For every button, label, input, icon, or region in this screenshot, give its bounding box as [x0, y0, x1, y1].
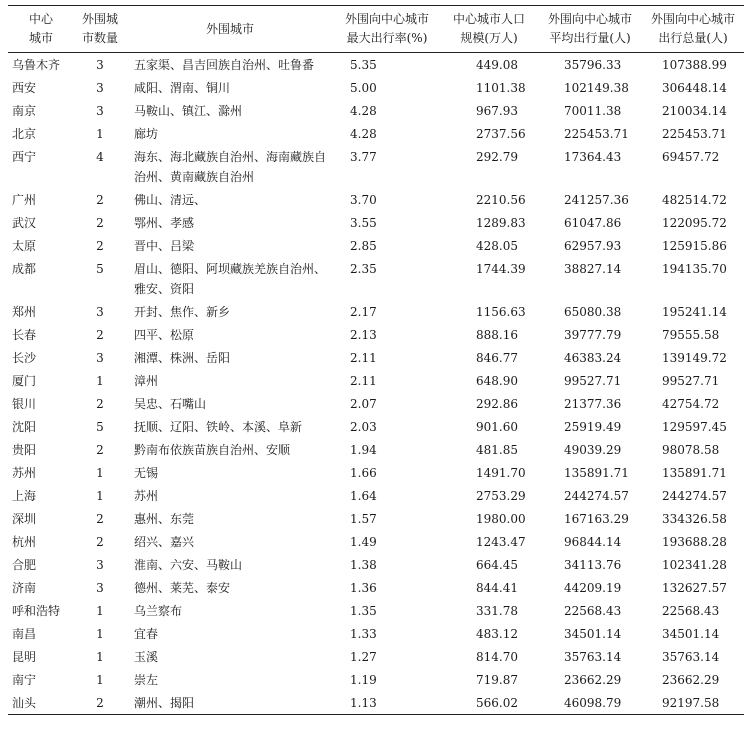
outer-count-cell: 1	[96, 650, 104, 664]
max-rate-cell: 2.03	[350, 420, 377, 434]
table-row	[8, 257, 744, 300]
outer-cities-cell: 乌兰察布	[134, 604, 183, 618]
center-city-cell: 西安	[12, 81, 37, 95]
max-rate-cell: 2.07	[350, 397, 377, 411]
avg-trips-cell: 99527.71	[564, 374, 622, 388]
max-rate-cell: 1.38	[350, 558, 377, 572]
avg-trips-cell: 65080.38	[564, 305, 622, 319]
outer-cities-cell: 咸阳、渭南、铜川	[134, 81, 231, 95]
total-trips-cell: 132627.57	[662, 581, 727, 595]
max-rate-cell: 1.64	[350, 489, 377, 503]
table-row	[8, 392, 744, 415]
header-max-rate-line: 外围向中心城市	[344, 12, 429, 26]
outer-count-cell: 2	[96, 328, 104, 342]
total-trips-cell: 482514.72	[662, 193, 727, 207]
outer-count-cell: 1	[96, 374, 104, 388]
total-trips-cell: 102341.28	[662, 558, 727, 572]
avg-trips-cell: 35796.33	[564, 58, 622, 72]
population-cell: 292.79	[476, 150, 518, 164]
outer-cities-cell: 五家渠、昌吉回族自治州、吐鲁番	[134, 58, 315, 72]
outer-cities-cell: 惠州、东莞	[134, 512, 195, 526]
outer-count-cell: 1	[96, 604, 104, 618]
center-city-cell: 南宁	[12, 673, 37, 687]
population-cell: 292.86	[476, 397, 518, 411]
total-trips-cell: 139149.72	[662, 351, 727, 365]
avg-trips-cell: 61047.86	[564, 216, 622, 230]
outer-cities-cell: 黔南布依族苗族自治州、安顺	[134, 443, 291, 457]
avg-trips-cell: 39777.79	[564, 328, 622, 342]
population-cell: 719.87	[476, 673, 518, 687]
outer-cities-cell: 四平、松原	[134, 328, 195, 342]
header-avg-trips-line: 平均出行量(人)	[549, 31, 631, 45]
total-trips-cell: 69457.72	[662, 150, 720, 164]
header-center-city	[8, 6, 74, 53]
avg-trips-cell: 49039.29	[564, 443, 622, 457]
table-row	[8, 461, 744, 484]
population-cell: 967.93	[476, 104, 518, 118]
outer-count-cell: 2	[96, 193, 104, 207]
avg-trips-cell: 35763.14	[564, 650, 622, 664]
avg-trips-cell: 23662.29	[564, 673, 622, 687]
commute-table	[8, 5, 744, 715]
total-trips-cell: 34501.14	[662, 627, 720, 641]
outer-cities-cell: 吴忠、石嘴山	[134, 397, 207, 411]
outer-count-cell: 3	[96, 104, 104, 118]
max-rate-cell: 2.85	[350, 239, 377, 253]
table-row	[8, 553, 744, 576]
total-trips-cell: 92197.58	[642, 691, 744, 715]
total-trips-cell: 194135.70	[662, 262, 727, 276]
center-city-cell: 杭州	[12, 535, 37, 549]
center-city-cell: 北京	[12, 127, 37, 141]
header-population-line: 中心城市人口	[452, 12, 525, 26]
population-cell: 428.05	[476, 239, 518, 253]
outer-cities-cell: 鄂州、孝感	[134, 216, 195, 230]
table-row	[8, 622, 744, 645]
max-rate-cell: 4.28	[350, 127, 377, 141]
max-rate-cell: 1.33	[350, 627, 377, 641]
table-row	[8, 668, 744, 691]
total-trips-cell: 79555.58	[662, 328, 720, 342]
center-city-cell: 南京	[12, 104, 37, 118]
table-row	[8, 438, 744, 461]
total-trips-cell: 107388.99	[662, 58, 727, 72]
avg-trips-cell: 25919.49	[564, 420, 622, 434]
max-rate-cell: 1.57	[350, 512, 377, 526]
table-header	[8, 6, 744, 53]
table-row	[8, 576, 744, 599]
outer-count-cell: 5	[96, 420, 104, 434]
avg-trips-cell: 34501.14	[564, 627, 622, 641]
avg-trips-cell: 244274.57	[564, 489, 629, 503]
max-rate-cell: 2.11	[350, 351, 377, 365]
max-rate-cell: 1.35	[350, 604, 377, 618]
table-row	[8, 76, 744, 99]
outer-cities-cell: 潮州、揭阳	[126, 691, 334, 715]
table-row	[8, 346, 744, 369]
outer-count-cell: 4	[96, 150, 104, 164]
table-row	[8, 145, 744, 188]
header-max-rate-line: 最大出行率(%)	[346, 31, 428, 45]
outer-cities-cell: 马鞍山、镇江、滁州	[134, 104, 243, 118]
center-city-cell: 长春	[12, 328, 37, 342]
population-cell: 1243.47	[476, 535, 526, 549]
total-trips-cell: 210034.14	[662, 104, 727, 118]
center-city-cell: 贵阳	[12, 443, 37, 457]
max-rate-cell: 1.19	[350, 673, 377, 687]
center-city-cell: 郑州	[12, 305, 37, 319]
table-body	[8, 53, 744, 715]
outer-count-cell: 1	[96, 127, 104, 141]
max-rate-cell: 1.94	[350, 443, 377, 457]
center-city-cell: 汕头	[8, 691, 74, 715]
header-total-trips	[642, 6, 744, 53]
table-row	[8, 53, 744, 77]
avg-trips-cell: 44209.19	[564, 581, 622, 595]
center-city-cell: 乌鲁木齐	[12, 58, 61, 72]
avg-trips-cell: 34113.76	[564, 558, 622, 572]
outer-cities-cell: 无锡	[134, 466, 159, 480]
total-trips-cell: 195241.14	[662, 305, 727, 319]
center-city-cell: 苏州	[12, 466, 37, 480]
header-outer-cities-line: 外围城市	[205, 21, 254, 36]
center-city-cell: 合肥	[12, 558, 37, 572]
center-city-cell: 太原	[12, 239, 37, 253]
max-rate-cell: 1.66	[350, 466, 377, 480]
outer-count-cell: 3	[96, 558, 104, 572]
header-outer-cities	[126, 6, 334, 53]
outer-cities-cell: 玉溪	[134, 650, 159, 664]
population-cell: 846.77	[476, 351, 518, 365]
avg-trips-cell: 46098.79	[538, 691, 642, 715]
population-cell: 566.02	[440, 691, 538, 715]
table-row	[8, 599, 744, 622]
population-cell: 1491.70	[476, 466, 526, 480]
table-row	[8, 645, 744, 668]
outer-cities-cell: 晋中、吕梁	[134, 239, 195, 253]
outer-cities-cell: 佛山、清远、	[134, 193, 207, 207]
header-outer-count	[74, 6, 126, 53]
total-trips-cell: 35763.14	[662, 650, 720, 664]
outer-count-cell: 2	[74, 691, 126, 715]
outer-count-cell: 3	[96, 81, 104, 95]
outer-cities-cell: 抚顺、辽阳、铁岭、本溪、阜新	[134, 420, 303, 434]
outer-count-cell: 1	[96, 673, 104, 687]
center-city-cell: 沈阳	[12, 420, 37, 434]
avg-trips-cell: 241257.36	[564, 193, 629, 207]
outer-cities-cell: 漳州	[134, 374, 159, 388]
max-rate-cell: 1.27	[350, 650, 377, 664]
max-rate-cell: 1.13	[334, 691, 440, 715]
population-cell: 449.08	[476, 58, 518, 72]
outer-cities-cell: 海东、海北藏族自治州、海南藏族自治州、黄南藏族自治州	[134, 150, 327, 184]
outer-cities-cell: 德州、莱芜、泰安	[134, 581, 231, 595]
avg-trips-cell: 96844.14	[564, 535, 622, 549]
max-rate-cell: 3.70	[350, 193, 377, 207]
center-city-cell: 成都	[12, 262, 37, 276]
outer-cities-cell: 淮南、六安、马鞍山	[134, 558, 243, 572]
outer-count-cell: 1	[96, 466, 104, 480]
header-total-trips-line: 外围向中心城市	[650, 12, 735, 26]
header-max-rate	[334, 6, 440, 53]
avg-trips-cell: 17364.43	[564, 150, 622, 164]
max-rate-cell: 1.49	[350, 535, 377, 549]
max-rate-cell: 3.55	[350, 216, 377, 230]
table-row	[8, 99, 744, 122]
population-cell: 888.16	[476, 328, 518, 342]
outer-count-cell: 2	[96, 239, 104, 253]
center-city-cell: 厦门	[12, 374, 37, 388]
center-city-cell: 深圳	[12, 512, 37, 526]
outer-cities-cell: 湘潭、株洲、岳阳	[134, 351, 231, 365]
table-row	[8, 188, 744, 211]
outer-count-cell: 3	[96, 305, 104, 319]
population-cell: 648.90	[476, 374, 518, 388]
max-rate-cell: 3.77	[350, 150, 377, 164]
center-city-cell: 武汉	[12, 216, 37, 230]
center-city-cell: 西宁	[12, 150, 37, 164]
table-row	[8, 300, 744, 323]
total-trips-cell: 244274.57	[662, 489, 727, 503]
population-cell: 481.85	[476, 443, 518, 457]
center-city-cell: 济南	[12, 581, 37, 595]
center-city-cell: 银川	[12, 397, 37, 411]
center-city-cell: 广州	[12, 193, 37, 207]
population-cell: 1980.00	[476, 512, 526, 526]
population-cell: 2737.56	[476, 127, 526, 141]
avg-trips-cell: 38827.14	[564, 262, 622, 276]
total-trips-cell: 334326.58	[662, 512, 727, 526]
outer-cities-cell: 开封、焦作、新乡	[134, 305, 231, 319]
population-cell: 901.60	[476, 420, 518, 434]
total-trips-cell: 98078.58	[662, 443, 720, 457]
table-row	[8, 211, 744, 234]
outer-count-cell: 5	[96, 262, 104, 276]
center-city-cell: 昆明	[12, 650, 37, 664]
avg-trips-cell: 167163.29	[564, 512, 629, 526]
population-cell: 1289.83	[476, 216, 526, 230]
table-row	[8, 507, 744, 530]
outer-count-cell: 2	[96, 512, 104, 526]
outer-count-cell: 3	[96, 58, 104, 72]
population-cell: 814.70	[476, 650, 518, 664]
population-cell: 331.78	[476, 604, 518, 618]
avg-trips-cell: 135891.71	[564, 466, 629, 480]
outer-count-cell: 3	[96, 351, 104, 365]
table-row	[8, 369, 744, 392]
outer-cities-cell: 崇左	[134, 673, 159, 687]
outer-cities-cell: 绍兴、嘉兴	[134, 535, 195, 549]
max-rate-cell: 2.11	[350, 374, 377, 388]
total-trips-cell: 129597.45	[662, 420, 727, 434]
population-cell: 844.41	[476, 581, 518, 595]
center-city-cell: 呼和浩特	[12, 604, 61, 618]
header-population	[440, 6, 538, 53]
center-city-cell: 长沙	[12, 351, 37, 365]
total-trips-cell: 42754.72	[662, 397, 720, 411]
total-trips-cell: 125915.86	[662, 239, 727, 253]
table-row	[8, 530, 744, 553]
population-cell: 483.12	[476, 627, 518, 641]
outer-cities-cell: 宜春	[134, 627, 159, 641]
header-total-trips-line: 出行总量(人)	[658, 31, 728, 45]
total-trips-cell: 225453.71	[662, 127, 727, 141]
population-cell: 1101.38	[476, 81, 526, 95]
total-trips-cell: 193688.28	[662, 535, 727, 549]
outer-count-cell: 2	[96, 397, 104, 411]
population-cell: 2753.29	[476, 489, 526, 503]
outer-cities-cell: 廊坊	[134, 127, 159, 141]
avg-trips-cell: 70011.38	[564, 104, 622, 118]
total-trips-cell: 22568.43	[662, 604, 720, 618]
header-outer-count-line: 市数量	[81, 31, 118, 45]
outer-count-cell: 1	[96, 627, 104, 641]
max-rate-cell: 4.28	[350, 104, 377, 118]
header-avg-trips-line: 外围向中心城市	[547, 12, 632, 26]
avg-trips-cell: 46383.24	[564, 351, 622, 365]
avg-trips-cell: 102149.38	[564, 81, 629, 95]
population-cell: 2210.56	[476, 193, 526, 207]
header-avg-trips	[538, 6, 642, 53]
population-cell: 1744.39	[476, 262, 526, 276]
avg-trips-cell: 225453.71	[564, 127, 629, 141]
max-rate-cell: 1.36	[350, 581, 377, 595]
max-rate-cell: 2.13	[350, 328, 377, 342]
avg-trips-cell: 62957.93	[564, 239, 622, 253]
header-outer-count-line: 外围城	[81, 12, 118, 26]
total-trips-cell: 135891.71	[662, 466, 727, 480]
outer-count-cell: 2	[96, 535, 104, 549]
center-city-cell: 南昌	[12, 627, 37, 641]
total-trips-cell: 306448.14	[662, 81, 727, 95]
outer-count-cell: 2	[96, 443, 104, 457]
outer-cities-cell: 眉山、德阳、阿坝藏族羌族自治州、雅安、资阳	[134, 262, 327, 296]
population-cell: 664.45	[476, 558, 518, 572]
table-row	[8, 122, 744, 145]
outer-cities-cell: 苏州	[134, 489, 159, 503]
outer-count-cell: 3	[96, 581, 104, 595]
max-rate-cell: 2.35	[350, 262, 377, 276]
table-row	[8, 323, 744, 346]
center-city-cell: 上海	[12, 489, 37, 503]
table-row	[8, 234, 744, 257]
header-center-city-line: 中心	[28, 12, 53, 26]
table-row	[8, 484, 744, 507]
outer-count-cell: 1	[96, 489, 104, 503]
max-rate-cell: 5.00	[350, 81, 377, 95]
total-trips-cell: 122095.72	[662, 216, 727, 230]
max-rate-cell: 2.17	[350, 305, 377, 319]
table-row	[8, 415, 744, 438]
header-center-city-line: 城市	[28, 31, 53, 45]
header-population-line: 规模(万人)	[460, 31, 518, 45]
population-cell: 1156.63	[476, 305, 526, 319]
total-trips-cell: 23662.29	[662, 673, 720, 687]
max-rate-cell: 5.35	[350, 58, 377, 72]
outer-count-cell: 2	[96, 216, 104, 230]
table-row	[8, 691, 744, 715]
total-trips-cell: 99527.71	[662, 374, 720, 388]
avg-trips-cell: 22568.43	[564, 604, 622, 618]
avg-trips-cell: 21377.36	[564, 397, 622, 411]
